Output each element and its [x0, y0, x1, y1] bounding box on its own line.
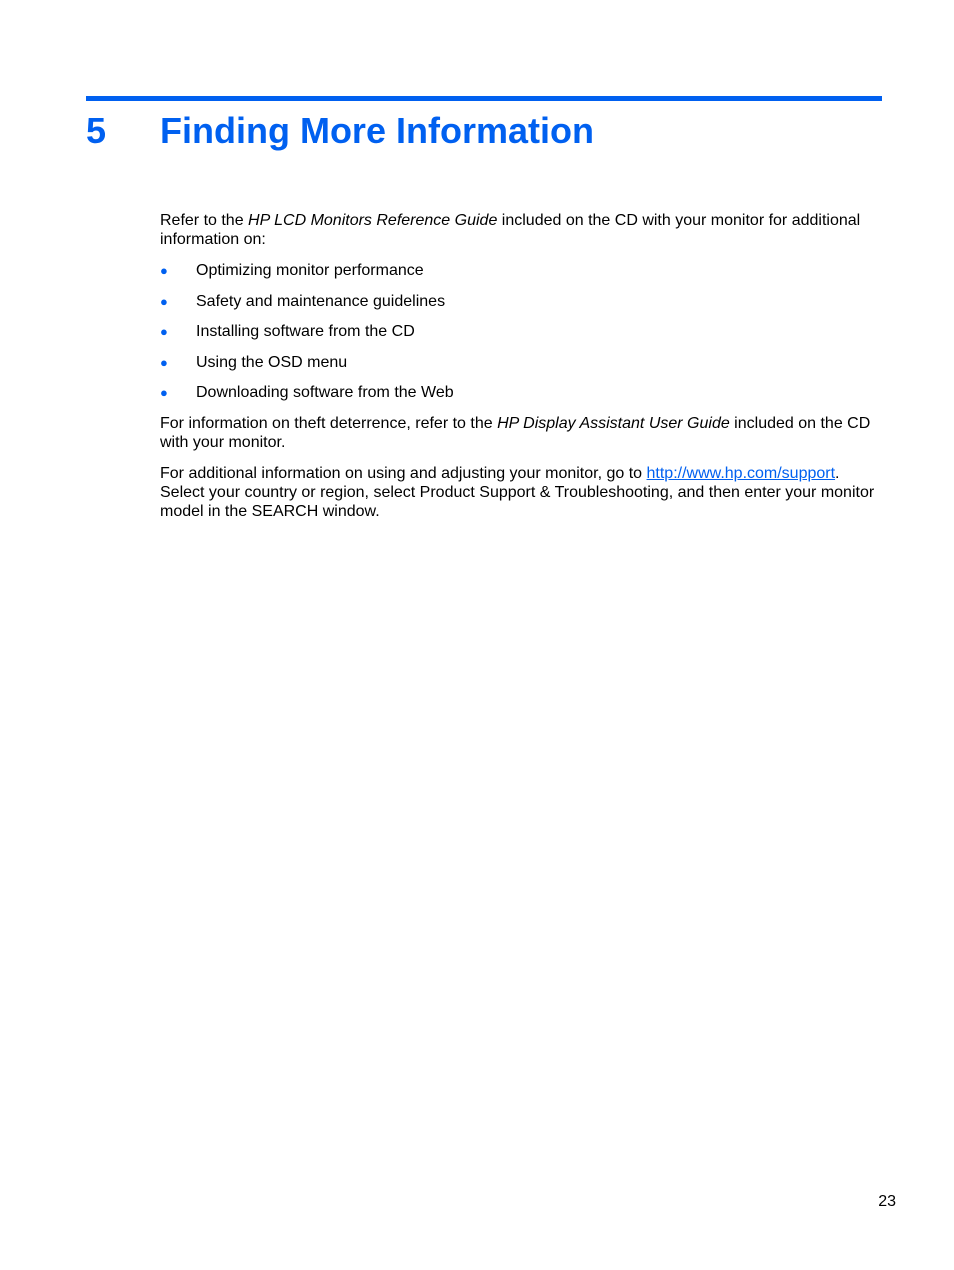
intro-text-before: Refer to the: [160, 212, 249, 229]
list-item-text: Installing software from the CD: [196, 323, 415, 340]
list-item: [160, 353, 885, 372]
bullet-icon: ●: [160, 354, 168, 370]
list-item: [160, 383, 885, 402]
bullet-icon: ●: [160, 324, 168, 339]
support-paragraph: [160, 464, 885, 521]
theft-deterrence-paragraph: [160, 414, 885, 452]
bullet-icon: ●: [160, 385, 168, 400]
list-item: [160, 292, 885, 311]
intro-paragraph: [160, 211, 885, 249]
bullet-icon: ●: [160, 293, 168, 309]
list-item-text: Downloading software from the Web: [196, 384, 454, 401]
page-number: 23: [878, 1193, 896, 1210]
list-item: [160, 322, 885, 341]
list-item-text: Optimizing monitor performance: [196, 262, 424, 279]
support-text-before: For additional information on using and adjusting your monitor, go to: [160, 464, 647, 482]
chapter-rule: [86, 96, 882, 101]
body-content: [160, 211, 885, 521]
chapter-number: 5: [86, 110, 107, 151]
chapter-heading: [86, 106, 594, 156]
intro-text-after: included on the CD with your monitor for additional information on:: [160, 212, 861, 248]
reference-guide-title: HP LCD Monitors Reference Guide: [248, 212, 498, 229]
support-text-after: . Select your country or region, select Product Support & Troubleshooting, and then enter your monitor model in the SEARCH window.: [160, 464, 875, 520]
theft-text-after: included on the CD with your monitor.: [160, 414, 871, 451]
chapter-title: Finding More Information: [160, 110, 594, 151]
assistant-guide-title: HP Display Assistant User Guide: [497, 414, 730, 432]
topics-list: [160, 261, 885, 402]
theft-text-before: For information on theft deterrence, refer to the: [160, 414, 498, 432]
support-link[interactable]: http://www.hp.com/support: [646, 464, 836, 482]
list-item: [160, 261, 885, 280]
list-item-text: Using the OSD menu: [196, 353, 348, 371]
list-item-text: Safety and maintenance guidelines: [196, 292, 446, 310]
bullet-icon: ●: [160, 263, 168, 278]
